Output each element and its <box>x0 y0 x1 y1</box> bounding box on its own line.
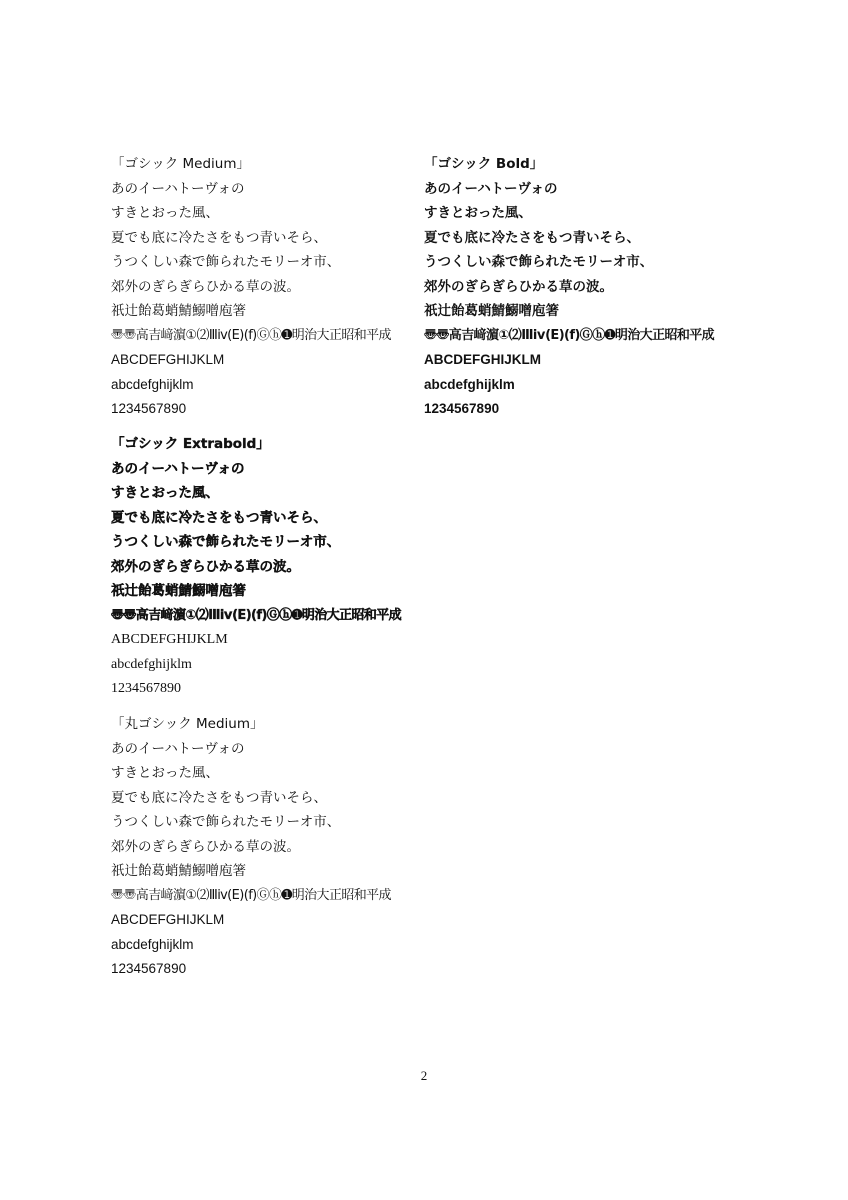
sample-kanji-line: 祇辻飴葛蛸鯖鰯噌庖箸 <box>111 303 246 319</box>
sample-uppercase-line: ABCDEFGHIJKLM <box>111 352 225 367</box>
sample-line-4: うつくしい森で飾られたモリーオ市、 <box>424 254 654 270</box>
sample-kanji-line: 祇辻飴葛蛸鯖鰯噌庖箸 <box>424 303 559 319</box>
sample-gothic-extrabold <box>111 432 431 702</box>
sample-heading: 「ゴシック Bold」 <box>424 156 544 172</box>
sample-digits-line: 1234567890 <box>424 401 500 416</box>
sample-uppercase-line: ABCDEFGHIJKLM <box>424 352 541 367</box>
sample-heading: 「丸ゴシック Medium」 <box>111 716 264 732</box>
sample-digits-line: 1234567890 <box>111 401 187 416</box>
sample-uppercase-line: ABCDEFGHIJKLM <box>111 632 228 647</box>
sample-line-4: うつくしい森で飾られたモリーオ市、 <box>111 814 341 830</box>
sample-heading: 「ゴシック Extrabold」 <box>111 436 270 452</box>
page-number: 2 <box>420 1068 428 1083</box>
sample-line-4: うつくしい森で飾られたモリーオ市、 <box>111 254 341 270</box>
sample-symbol-line: 〠〠高吉﨑濵①⑵Ⅲⅳ(E)(f)Ⓖⓗ➊明治大正昭和平成 <box>111 607 402 623</box>
sample-line-3: 夏でも底に冷たさをもつ青いそら、 <box>111 229 327 246</box>
sample-line-2: すきとおった風、 <box>424 205 532 221</box>
sample-symbol-line: 〠〠高吉﨑濵①⑵Ⅲⅳ(E)(f)Ⓖⓗ➊明治大正昭和平成 <box>111 327 391 343</box>
sample-lowercase-line: abcdefghijklm <box>111 656 192 672</box>
sample-line-5: 郊外のぎらぎらひかる草の波。 <box>111 558 300 575</box>
sample-line-4: うつくしい森で飾られたモリーオ市、 <box>111 534 341 550</box>
sample-line-3: 夏でも底に冷たさをもつ青いそら、 <box>111 509 327 526</box>
sample-line-5: 郊外のぎらぎらひかる草の波。 <box>111 278 300 295</box>
sample-line-5: 郊外のぎらぎらひかる草の波。 <box>111 838 300 855</box>
sample-symbol-line: 〠〠高吉﨑濵①⑵Ⅲⅳ(E)(f)Ⓖⓗ➊明治大正昭和平成 <box>424 327 715 343</box>
sample-kanji-line: 祇辻飴葛蛸鯖鰯噌庖箸 <box>111 583 246 599</box>
sample-line-1: あのイーハトーヴォの <box>424 180 558 197</box>
sample-lowercase-line: abcdefghijklm <box>424 376 515 392</box>
sample-line-3: 夏でも底に冷たさをもつ青いそら、 <box>424 229 640 246</box>
sample-heading: 「ゴシック Medium」 <box>111 156 251 172</box>
sample-uppercase-line: ABCDEFGHIJKLM <box>111 912 225 927</box>
sample-line-5: 郊外のぎらぎらひかる草の波。 <box>424 278 613 295</box>
sample-digits-line: 1234567890 <box>111 681 181 696</box>
sample-line-1: あのイーハトーヴォの <box>111 180 245 197</box>
sample-symbol-line: 〠〠高吉﨑濵①⑵Ⅲⅳ(E)(f)Ⓖⓗ➊明治大正昭和平成 <box>111 887 391 903</box>
sample-line-2: すきとおった風、 <box>111 765 219 781</box>
sample-line-1: あのイーハトーヴォの <box>111 740 245 757</box>
sample-line-1: あのイーハトーヴォの <box>111 460 245 477</box>
sample-lowercase-line: abcdefghijklm <box>111 376 194 392</box>
sample-gothic-bold <box>424 152 744 422</box>
sample-lowercase-line: abcdefghijklm <box>111 936 194 952</box>
sample-gothic-medium <box>111 152 431 422</box>
sample-line-3: 夏でも底に冷たさをもつ青いそら、 <box>111 789 327 806</box>
sample-line-2: すきとおった風、 <box>111 485 219 501</box>
sample-kanji-line: 祇辻飴葛蛸鯖鰯噌庖箸 <box>111 863 246 879</box>
sample-maru-gothic-medium <box>111 712 431 982</box>
sample-digits-line: 1234567890 <box>111 961 187 976</box>
sample-line-2: すきとおった風、 <box>111 205 219 221</box>
